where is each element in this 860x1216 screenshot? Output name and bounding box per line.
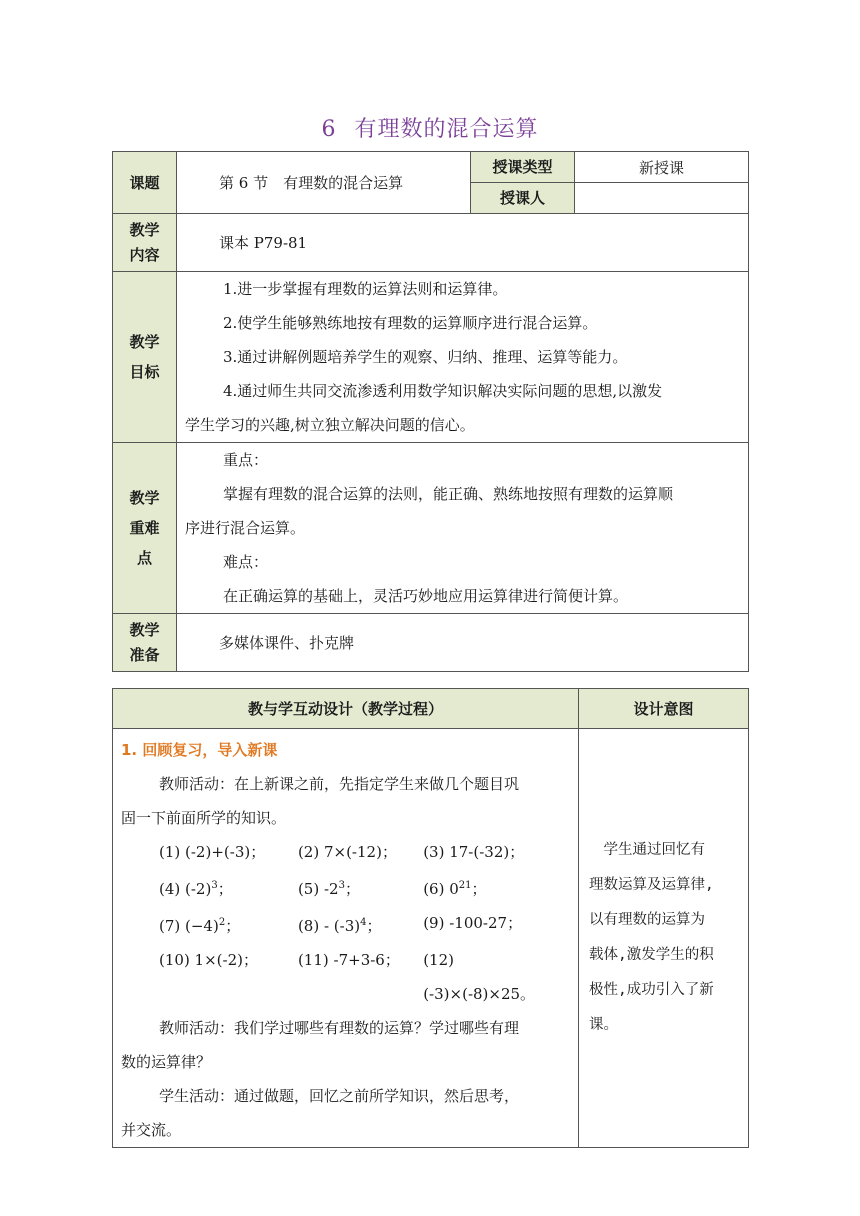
exercise-item: (12) (-3)×(-8)×25。	[423, 951, 536, 1003]
goals-cell	[177, 272, 749, 443]
goal-item-continued: 学生学习的兴趣,树立独立解决问题的信心。	[185, 416, 475, 434]
exercise-item: (11) -7+3-6；	[297, 951, 400, 969]
goal-item: 1.进一步掌握有理数的运算法则和运算律。	[223, 280, 508, 298]
exercise-item: (3) 17-(-32)；	[423, 843, 525, 861]
exercise-base: (8) - (-3)	[297, 917, 361, 935]
key-label-line1: 教学	[129, 489, 160, 507]
exercise-item: (1) (-2)+(-3)；	[159, 843, 266, 861]
exercise-item: (2) 7×(-12)；	[297, 843, 397, 861]
intent-line: 载体,激发学生的积	[589, 947, 714, 963]
key-label-line3: 点	[136, 549, 152, 567]
type-label: 授课类型	[492, 158, 553, 176]
teacher-label-cell	[471, 183, 575, 214]
exercise-tail: ；	[225, 917, 241, 935]
difficulty-text: 在正确运算的基础上，灵活巧妙地应用运算律进行简便计算。	[223, 587, 629, 605]
topic-value: 第 6 节 有理数的混合运算	[219, 174, 404, 192]
exercise-tail: ；	[344, 880, 360, 898]
goal-item: 2.使学生能够熟练地按有理数的运算顺序进行混合运算。	[223, 314, 598, 332]
goal-item: 3.通过讲解例题培养学生的观察、归纳、推理、运算等能力。	[223, 348, 628, 366]
process-header: 教与学互动设计（教学过程）	[247, 699, 443, 718]
section-heading: 1. 回顾复习，导入新课	[121, 741, 278, 759]
content-value: 课本 P79-81	[219, 234, 308, 252]
exercise-row	[121, 835, 570, 869]
prep-value: 多媒体课件、扑克牌	[219, 634, 355, 652]
prep-label-line1: 教学	[129, 620, 160, 639]
focus-text: 掌握有理数的混合运算的法则，能正确、熟练地按照有理数的运算顺	[223, 485, 674, 503]
type-value: 新授课	[638, 158, 684, 177]
exercise-item	[298, 906, 423, 943]
intent-line: 以有理数的运算为	[589, 912, 705, 928]
focus-label: 重点：	[223, 451, 269, 469]
goal-item: 4.通过师生共同交流渗透利用数学知识解决实际问题的思想,以激发	[223, 382, 663, 400]
exercise-base: (4) (-2)	[159, 880, 212, 898]
content-label-cell	[113, 214, 177, 272]
intent-line: 课。	[589, 1017, 618, 1033]
design-intent-cell	[579, 729, 749, 1148]
prep-label-line2: 准备	[129, 645, 160, 664]
goals-label-line2: 目标	[129, 363, 160, 381]
teacher-label: 授课人	[499, 189, 545, 207]
exercise-exponent: 2	[218, 917, 226, 928]
exercise-item: (9) -100-27；	[423, 914, 523, 932]
intent-header-cell	[579, 689, 749, 729]
intent-line: 学生通过回忆有	[589, 842, 705, 858]
key-points-label-cell	[113, 443, 177, 614]
teacher-activity-text-continued: 固一下前面所学的知识。	[121, 809, 287, 827]
exercise-exponent: 3	[338, 880, 345, 891]
intent-line: 极性,成功引入了新	[589, 982, 714, 998]
focus-text-continued: 序进行混合运算。	[185, 519, 306, 537]
title-number: 6	[321, 117, 337, 142]
intent-line: 理数运算及运算律,	[589, 877, 714, 893]
content-label-line1: 教学	[129, 220, 160, 239]
prep-value-cell	[177, 614, 749, 672]
exercise-item: (10) 1×(-2)；	[159, 951, 258, 969]
topic-value-cell	[177, 152, 471, 214]
exercise-base: (7) (−4)	[159, 917, 219, 935]
exercise-tail: ；	[471, 880, 487, 898]
teacher-activity-text: 教师活动：在上新课之前，先指定学生来做几个题目巩	[159, 775, 520, 793]
teacher-question-text-continued: 数的运算律？	[121, 1053, 212, 1071]
difficulty-label: 难点：	[223, 553, 269, 571]
exercise-item	[298, 869, 423, 906]
goals-label-cell	[113, 272, 177, 443]
key-label-line2: 重难	[129, 519, 160, 537]
teacher-value-cell	[575, 183, 749, 214]
exercise-base: (5) -2	[297, 880, 339, 898]
topic-label: 课题	[129, 173, 160, 192]
exercise-row	[121, 906, 570, 943]
type-value-cell	[575, 152, 749, 183]
teaching-process-table	[112, 688, 749, 1148]
process-header-cell	[113, 689, 579, 729]
content-value-cell	[177, 214, 749, 272]
exercise-exponent: 3	[211, 880, 218, 891]
student-activity-text-continued: 并交流。	[121, 1121, 182, 1139]
exercise-row	[121, 943, 570, 1011]
exercise-item	[159, 906, 298, 943]
key-points-cell	[177, 443, 749, 614]
process-content-cell	[113, 729, 579, 1148]
exercise-exponent: 4	[360, 917, 367, 928]
title-text: 有理数的混合运算	[354, 117, 539, 142]
exercise-item	[159, 869, 298, 906]
exercise-tail: ；	[217, 880, 233, 898]
exercise-exponent: 21	[458, 880, 472, 891]
teacher-question-text: 教师活动：我们学过哪些有理数的运算？学过哪些有理	[159, 1019, 520, 1037]
exercise-item	[423, 869, 570, 906]
lesson-info-table	[112, 151, 749, 672]
prep-label-cell	[113, 614, 177, 672]
topic-label-cell	[113, 152, 177, 214]
exercise-tail: ；	[366, 917, 382, 935]
content-label-line2: 内容	[129, 245, 160, 264]
type-label-cell	[471, 152, 575, 183]
intent-header: 设计意图	[633, 699, 694, 718]
exercise-base: (6) 0	[423, 880, 459, 898]
goals-label-line1: 教学	[129, 333, 160, 351]
student-activity-text: 学生活动：通过做题，回忆之前所学知识，然后思考，	[159, 1087, 520, 1105]
exercise-row	[121, 869, 570, 906]
page-title	[0, 112, 860, 143]
